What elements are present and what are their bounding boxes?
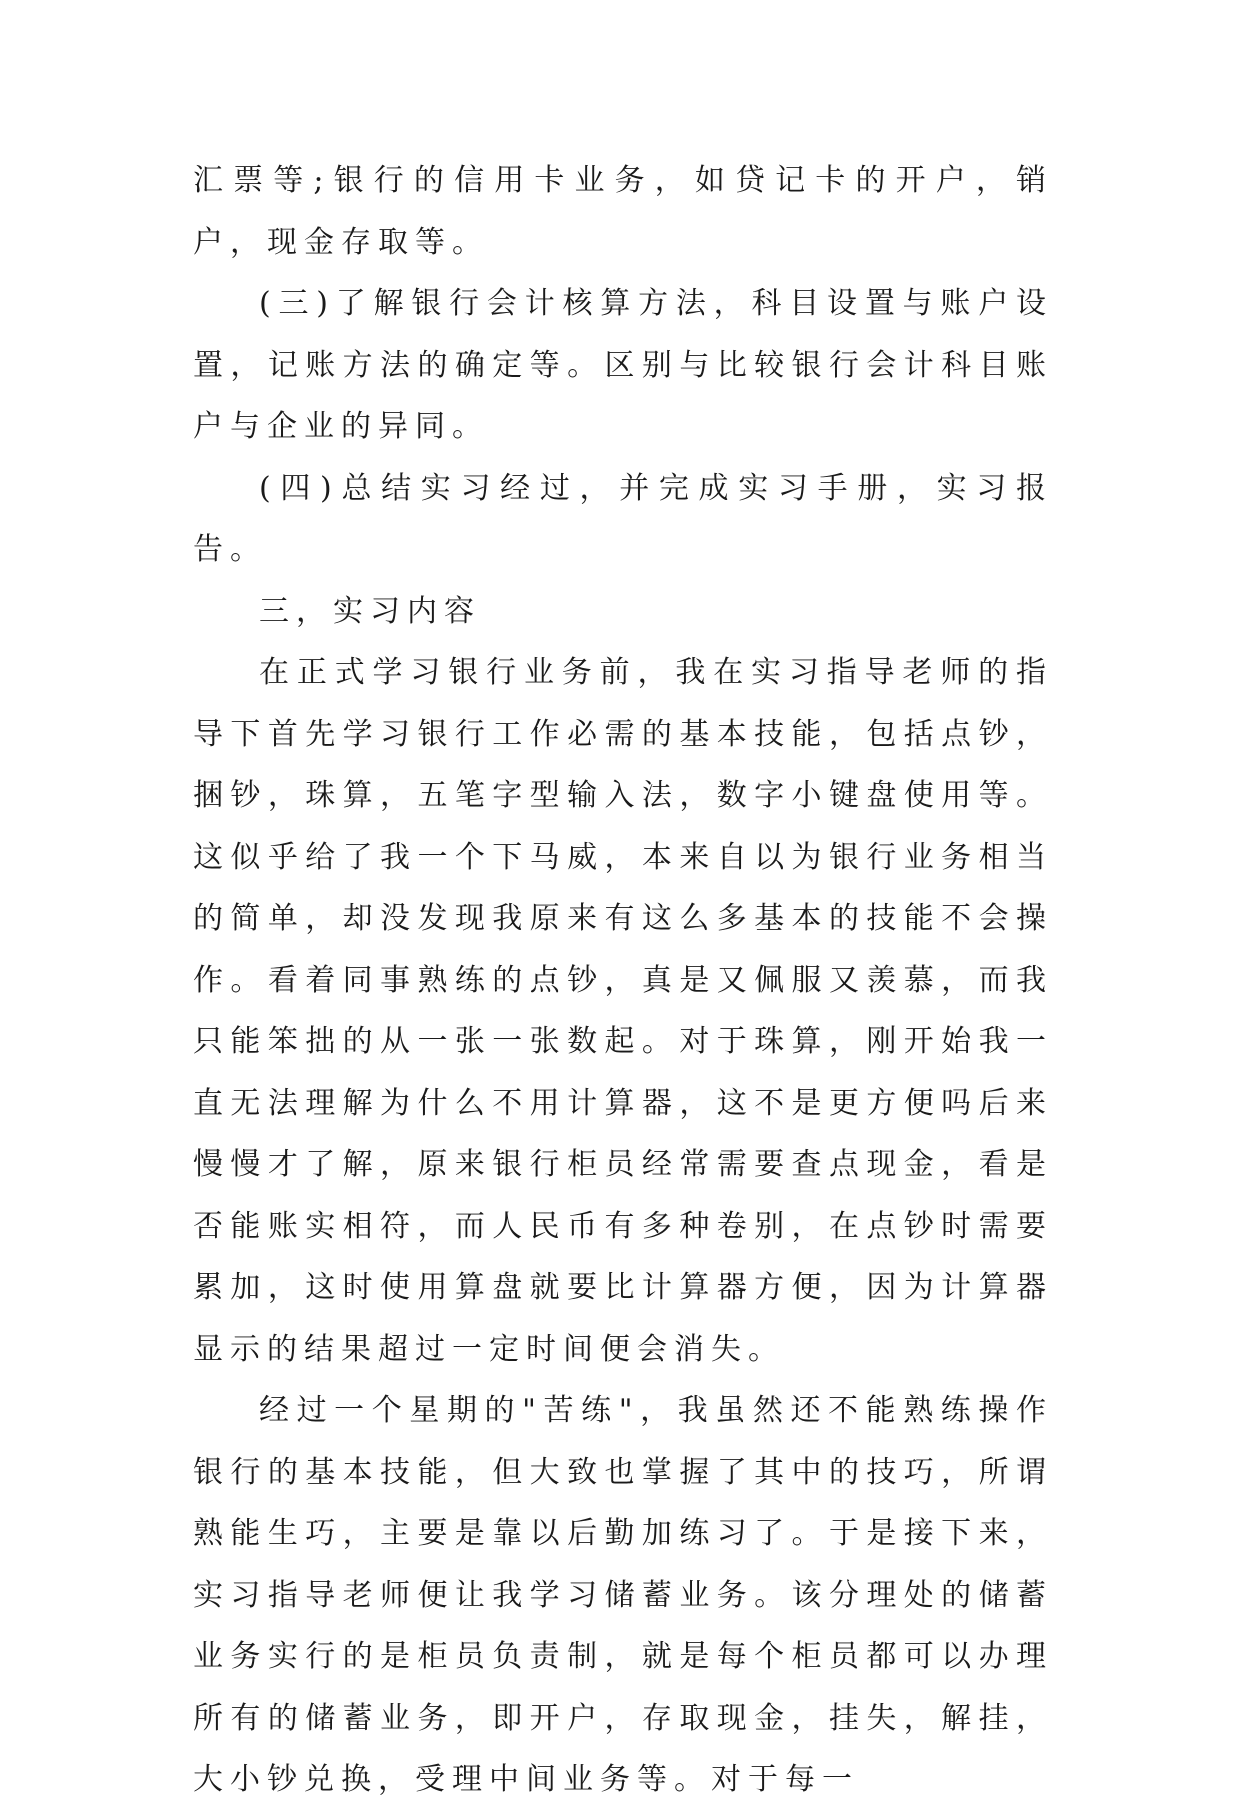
paragraph-3: (四)总结实习经过，并完成实习手册，实习报告。	[193, 470, 1053, 567]
paragraph-2: (三)了解银行会计核算方法，科目设置与账户设置，记账方法的确定等。区别与比较银行会计科目账户与企业的异同。	[193, 286, 1053, 444]
paragraph-1: 汇票等;银行的信用卡业务，如贷记卡的开户，销户，现金存取等。	[193, 163, 1053, 260]
section-heading: 三，实习内容	[259, 593, 481, 629]
paragraph-4: 在正式学习银行业务前，我在实习指导老师的指导下首先学习银行工作必需的基本技能，包括点钞，捆钞，珠算，五笔字型输入法，数字小键盘使用等。这似乎给了我一个下马威，本来自以为银行业务相当的简单，却没发现我原来有这么多基本的技能不会操作。看着同事熟练的点钞，真是又佩服又羡慕，而我只能笨拙的从一张一张数起。对于珠算，刚开始我一直无法理解为什么不用计算器，这不是更方便吗后来慢慢才了解，原来银行柜员经常需要查点现金，看是否能账实相符，而人民币有多种卷别，在点钞时需要累加，这时使用算盘就要比计算器方便，因为计算器显示的结果超过一定时间便会消失。	[193, 655, 1053, 1367]
paragraph-5: 经过一个星期的"苦练"，我虽然还不能熟练操作银行的基本技能，但大致也掌握了其中的技巧，所谓熟能生巧，主要是靠以后勤加练习了。于是接下来，实习指导老师便让我学习储蓄业务。该分理处的储蓄业务实行的是柜员负责制，就是每个柜员都可以办理所有的储蓄业务，即开户，存取现金，挂失，解挂，大小钞兑换，受理中间业务等。对于每一	[193, 1393, 1053, 1797]
document-body	[193, 150, 1053, 1811]
